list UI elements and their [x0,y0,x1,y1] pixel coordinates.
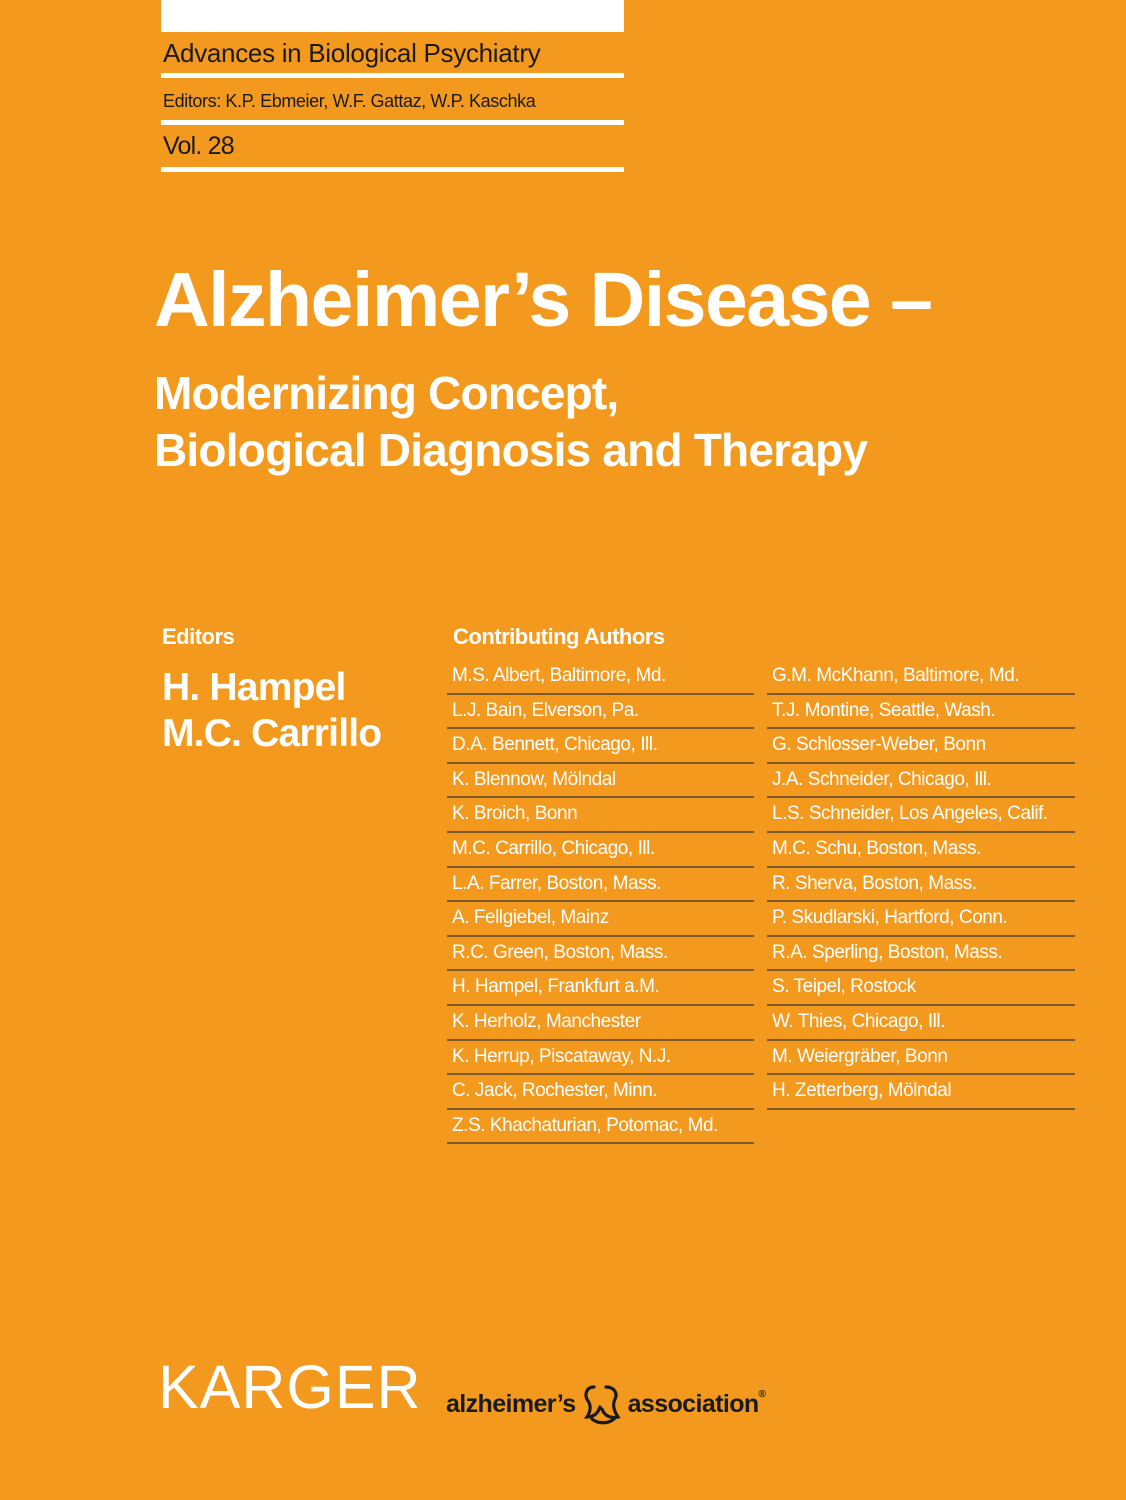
book-subtitle-line: Modernizing Concept, [154,367,619,419]
author-list-item: G.M. McKhann, Baltimore, Md. [767,660,1075,695]
author-list-item: D.A. Bennett, Chicago, Ill. [447,729,754,764]
author-list-item: H. Hampel, Frankfurt a.M. [447,971,754,1006]
partner-logo-text-left: alzheimer’s [446,1389,576,1418]
author-list-item: K. Herrup, Piscataway, N.J. [447,1041,754,1076]
author-list-item: K. Broich, Bonn [447,798,754,833]
series-editors: Editors: K.P. Ebmeier, W.F. Gattaz, W.P. Kaschka [163,91,536,111]
author-list-item: R.C. Green, Boston, Mass. [447,937,754,972]
editor-name: H. Hampel [162,666,346,709]
author-list-item: L.J. Bain, Elverson, Pa. [447,695,754,730]
series-title: Advances in Biological Psychiatry [163,38,541,68]
author-list-item: M.C. Carrillo, Chicago, Ill. [447,833,754,868]
author-list-item: G. Schlosser-Weber, Bonn [767,729,1075,764]
author-list-item: A. Fellgiebel, Mainz [447,902,754,937]
alzheimers-association-purple-mark-icon [582,1383,622,1425]
alzheimers-association-logo [446,1383,766,1425]
book-subtitle-line: Biological Diagnosis and Therapy [154,424,868,476]
author-list-item: M.S. Albert, Baltimore, Md. [447,660,754,695]
series-divider [161,167,624,172]
partner-logo-text-right: association [627,1389,759,1418]
author-list-item: R. Sherva, Boston, Mass. [767,868,1075,903]
series-volume: Vol. 28 [163,132,234,160]
author-list-item: L.A. Farrer, Boston, Mass. [447,868,754,903]
author-list-item: C. Jack, Rochester, Minn. [447,1075,754,1110]
author-list-item: J.A. Schneider, Chicago, Ill. [767,764,1075,799]
author-list-item: W. Thies, Chicago, Ill. [767,1006,1075,1041]
karger-logo: KARGER [158,1353,422,1421]
author-list-item: T.J. Montine, Seattle, Wash. [767,695,1075,730]
author-list-item: K. Herholz, Manchester [447,1006,754,1041]
registered-mark: ® [758,1389,766,1400]
author-list-item: P. Skudlarski, Hartford, Conn. [767,902,1075,937]
top-white-band [161,0,624,32]
series-divider [161,73,624,78]
author-column-right [767,660,1075,1110]
author-list-item: S. Teipel, Rostock [767,971,1075,1006]
author-list-item: Z.S. Khachaturian, Potomac, Md. [447,1110,754,1145]
book-title: Alzheimer’s Disease – [154,257,932,343]
editors-heading: Editors [162,624,235,649]
author-list-item: L.S. Schneider, Los Angeles, Calif. [767,798,1075,833]
series-divider [161,120,624,125]
editor-name: M.C. Carrillo [162,712,382,755]
author-list-item: R.A. Sperling, Boston, Mass. [767,937,1075,972]
author-list-item: H. Zetterberg, Mölndal [767,1075,1075,1110]
author-list-item: M. Weiergräber, Bonn [767,1041,1075,1076]
contributing-authors-heading: Contributing Authors [453,624,665,649]
author-list-item: K. Blennow, Mölndal [447,764,754,799]
author-column-left [447,660,754,1144]
author-list-item: M.C. Schu, Boston, Mass. [767,833,1075,868]
